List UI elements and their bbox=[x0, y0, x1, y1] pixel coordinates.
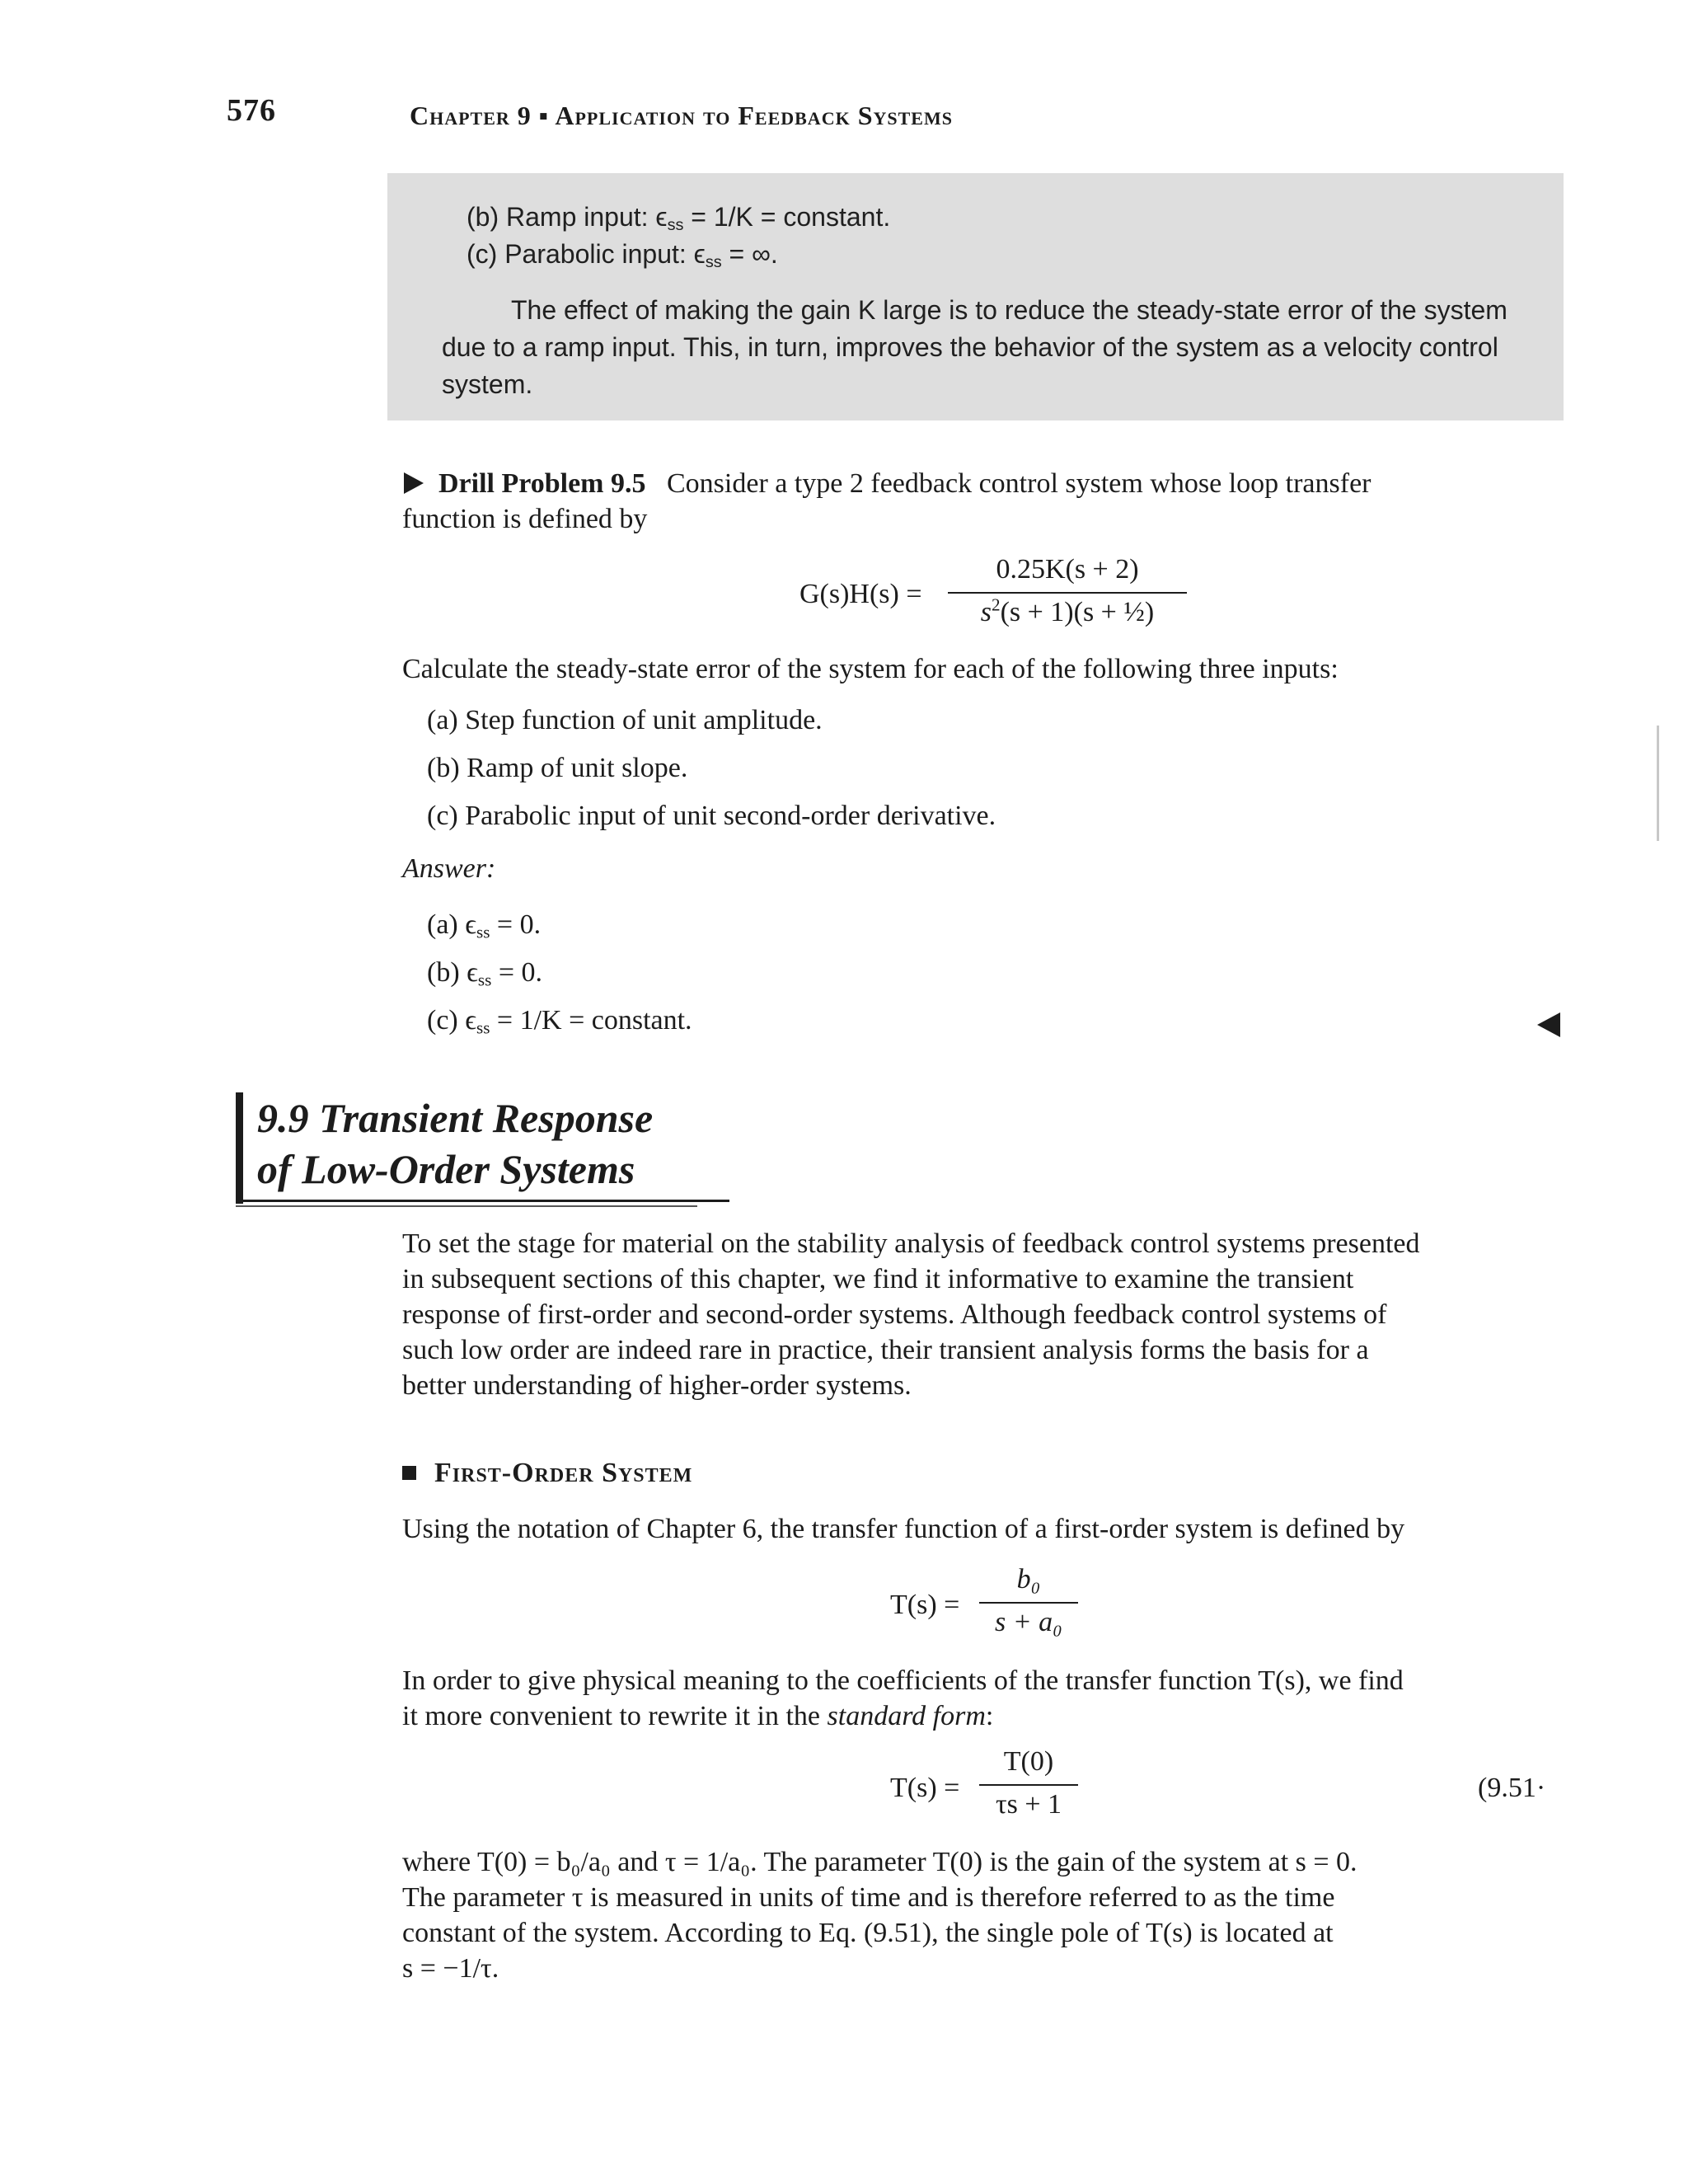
drill-arrow-icon bbox=[404, 472, 424, 494]
section-heading-rule bbox=[236, 1205, 697, 1207]
drill-problem-intro-line2: function is defined by bbox=[402, 504, 648, 534]
shaded-paragraph-line: system. bbox=[442, 369, 533, 399]
drill-item: (c) Parabolic input of unit second-order derivative. bbox=[427, 801, 996, 831]
fraction-bar bbox=[979, 1602, 1078, 1604]
drill-item: (a) Step function of unit amplitude. bbox=[427, 705, 823, 735]
shaded-example-box bbox=[387, 173, 1564, 420]
answer-item: (b) $\epsilon_{ss} = 0$. bbox=[427, 957, 543, 990]
drill-question: Calculate the steady-state error of the system for each of the following three inputs: bbox=[402, 654, 1339, 684]
shaded-item-b: (b) Ramp input: $\epsilon_{ss} = 1/K$ = constant. bbox=[467, 202, 891, 234]
subsection-heading: First-Order System bbox=[402, 1458, 692, 1489]
equation-denominator: τs + 1 bbox=[995, 1789, 1062, 1820]
drill-item: (b) Ramp of unit slope. bbox=[427, 753, 688, 783]
paragraph-line: it more convenient to rewrite it in the standard form: bbox=[402, 1701, 994, 1731]
equation-fraction bbox=[979, 1746, 1078, 1829]
equation-lhs: T(s) = bbox=[890, 1590, 960, 1620]
equation-lhs: T(s) = bbox=[890, 1773, 960, 1803]
equation-fraction bbox=[948, 554, 1187, 636]
drill-problem-label: Drill Problem 9.5 bbox=[438, 468, 646, 499]
section-intro-paragraph: To set the stage for material on the stability analysis of feedback control systems presented in subsequent sections of this chapter, we find it informative to examine the transient response of first-order and second-order systems. Although feedback control systems of such low order are indeed rare in practice, their transient analysis forms the basis for a better understanding of higher-order systems. bbox=[402, 1228, 1420, 1401]
drill-problem-intro: Drill Problem 9.5 Consider a type 2 feedback control system whose loop transfer bbox=[404, 466, 1371, 501]
equation-denominator: $s^2(s + 1)(s$ + ½) bbox=[980, 594, 1155, 627]
equation-numerator: b₀ bbox=[1016, 1564, 1041, 1595]
equation-numerator: T(0) bbox=[1003, 1746, 1054, 1777]
section-heading-bar bbox=[236, 1092, 243, 1204]
running-head: Chapter 9 ▪ Application to Feedback Systems bbox=[410, 101, 953, 130]
equation-number: (9.51· bbox=[1478, 1773, 1546, 1803]
section-heading-rule bbox=[243, 1200, 729, 1202]
square-bullet-icon bbox=[402, 1466, 416, 1480]
equation-fraction bbox=[979, 1564, 1078, 1646]
fraction-bar bbox=[948, 592, 1187, 594]
answer-item: (a) $\epsilon_{ss} = 0$. bbox=[427, 909, 542, 942]
fraction-bar bbox=[979, 1784, 1078, 1786]
page-number: 576 bbox=[227, 93, 276, 128]
equation-denominator: s + a₀ bbox=[995, 1607, 1062, 1637]
answer-label: Answer: bbox=[402, 853, 496, 884]
scan-edge-mark bbox=[1657, 726, 1659, 841]
equation-numerator: 0.25K(s + 2) bbox=[996, 554, 1139, 585]
shaded-paragraph-line: The effect of making the gain K large is to reduce the steady-state error of the system bbox=[511, 295, 1507, 325]
shaded-item-c: (c) Parabolic input: $\epsilon_{ss}$ = ∞. bbox=[467, 239, 778, 271]
closing-paragraph: where T(0) = b₀/a₀ and τ = 1/a₀. The parameter T(0) is the gain of the system at s = 0. The parameter τ is measured in units of time and is therefore referred to as the time constant of the system. According to Eq. (9.51), the single pole of T(s) is located at s = −1/τ. bbox=[402, 1847, 1357, 1984]
end-of-drill-marker-icon bbox=[1537, 1012, 1560, 1037]
shaded-paragraph-line: due to a ramp input. This, in turn, improves the behavior of the system as a velocity control bbox=[442, 332, 1498, 362]
equation-lhs: G(s)H(s) = bbox=[799, 579, 922, 609]
answer-item: (c) $\epsilon_{ss} = 1/K$ = constant. bbox=[427, 1005, 692, 1038]
paragraph-line: Using the notation of Chapter 6, the transfer function of a first-order system is defined by bbox=[402, 1514, 1405, 1544]
section-title: 9.9 Transient Response of Low-Order Systems bbox=[257, 1095, 654, 1192]
paragraph-line: In order to give physical meaning to the coefficients of the transfer function T(s), we find bbox=[402, 1665, 1404, 1696]
